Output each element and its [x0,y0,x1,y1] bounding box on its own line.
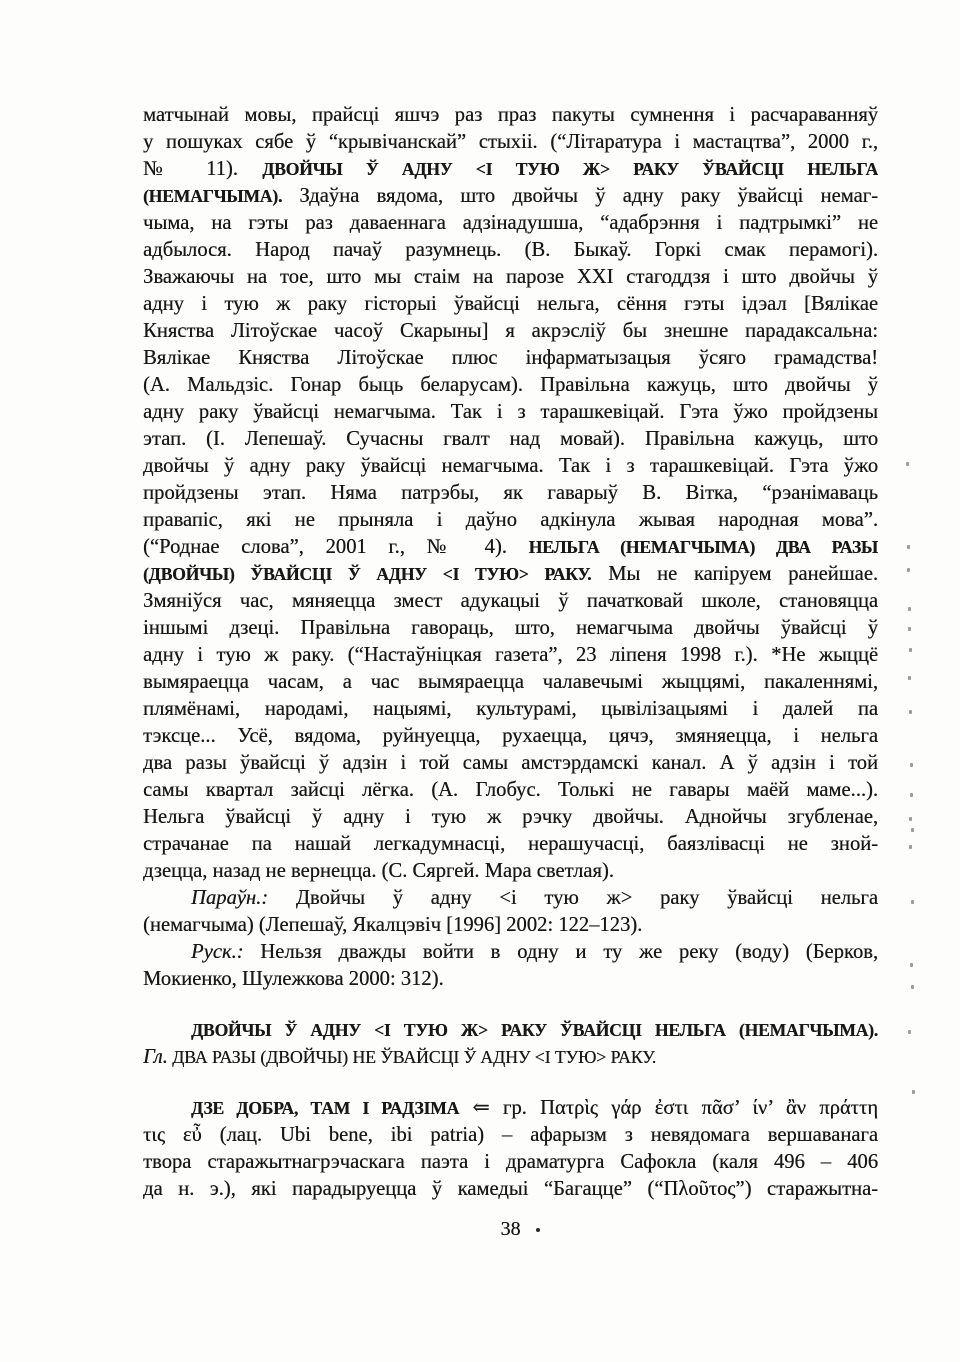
text-run: плямёнамі, народамі, нацыямі, культурамі, цывілізацыямі і далей па [143,698,878,720]
text-run: дзецца, назад не вернецца. (С. Сяргей. Мара светлая). [143,860,614,882]
text-run: Княства Літоўскае часоў Скарыны] я акрэсліў бы знешне парадаксальна: [143,320,878,342]
text-line [143,129,878,156]
text-line [143,507,878,534]
dictionary-entry-text [143,102,878,1203]
text-line [143,561,878,588]
text-line [143,291,878,318]
scan-speck [911,828,914,832]
scan-speck [910,763,913,767]
text-line [143,183,878,210]
text-run: ДВОЙЧЫ Ў АДНУ <І ТУЮ Ж> РАКУ ЎВАЙСЦІ НЕЛЬГА (НЕМАГЧЫМА). [191,1020,878,1040]
text-run: самы квартал зайсці лёгка. (А. Глобус. Толькі не гавары маёй маме...). [143,779,878,801]
page-number: 38 [500,1218,521,1240]
text-line [143,264,878,291]
text-run: Зважаючы на тое, што мы стаім на парозе XXI стагоддзя і што двойчы ў [143,266,878,288]
text-run: НЕЛЬГА (НЕМАГЧЫМА) ДВА РАЗЫ [528,537,878,557]
scan-speck [911,985,914,989]
text-run: да н. э.), які парадыруецца ў камедыі “Багацце” (“Πλοῦτος”) старажытна- [143,1178,878,1200]
text-line [143,318,878,345]
scan-speck [910,793,913,797]
text-run: Руск.: [191,941,244,963]
text-line [143,426,878,453]
page-number-dot [536,1228,540,1232]
scan-speck [907,545,910,549]
text-line [143,966,878,993]
scan-speck [912,1090,915,1094]
text-run: Двойчы ў адну <і тую ж> раку ўвайсці нельга [268,887,878,909]
text-run: адну раку ўвайсці немагчыма. Так і з тарашкевіцай. Гэта ўжо пройдзены [143,401,878,423]
text-line [143,237,878,264]
text-line [143,345,878,372]
text-run: адну і тую ж раку гісторыі ўвайсці нельга, сёння гэты ідэал [Вялікае [143,293,878,315]
text-run: тэксце... Усё, вядома, руйнуецца, рухаецца, цячэ, змяняецца, і нельга [143,725,878,747]
text-line [143,831,878,858]
scan-speck [909,845,912,849]
text-run: твора старажытнагрэчаскага паэта і драматурга Сафокла (каля 496 – 406 [143,1151,878,1173]
text-line [143,1122,878,1149]
text-run: Мы не капіруем ранейшае. [591,563,878,585]
text-run: чыма, на гэты раз даваеннага адзінадушша, “адабрэння і падтрымкі” не [143,212,878,234]
text-line [143,1017,878,1044]
text-line [143,750,878,777]
text-line [143,804,878,831]
text-line [143,1176,878,1203]
text-line [143,399,878,426]
text-line [143,939,878,966]
scan-speck [908,627,911,631]
text-run: двойчы ў адну раку ўвайсці немагчыма. Так і з тарашкевіцай. Гэта ўжо [143,455,878,477]
text-run: у пошуках сябе ў “крывічанскай” стыхіі. (“Літаратура і мастацтва”, 2000 г., [143,131,878,153]
text-run: ДЗЕ ДОБРА, ТАМ І РАДЗІМА [191,1098,460,1118]
text-line [143,453,878,480]
scan-speck [909,648,912,652]
text-run: іншымі дзеці. Правільна гавораць, што, немагчыма двойчы ўвайсці ў [143,617,878,639]
text-run: Мокиенко, Шулежкова 2000: 312). [143,968,444,990]
text-line [143,615,878,642]
scan-speck [909,817,912,821]
text-line [143,372,878,399]
text-run: правапіс, які не прыняла і даўно адкінула жывая народная мова”. [143,509,878,531]
text-line [143,642,878,669]
text-run: ⇐ гр. Πατρὶς γάρ ἐστι πᾶσ’ ίν’ ἂν πράττη [459,1097,878,1119]
text-run: Нельзя дважды войти в одну и ту же реку (воду) (Берков, [243,941,878,963]
scan-speck [909,710,912,714]
text-run: Гл. [143,1046,168,1068]
text-run: (немагчыма) (Лепешаў, Якалцэвіч [1996] 2002: 122–123). [143,914,643,936]
scan-speck [911,900,914,904]
text-line [143,696,878,723]
text-run: ДВОЙЧЫ Ў АДНУ <І ТУЮ Ж> РАКУ ЎВАЙСЦІ НЕЛЬГА [262,159,878,179]
text-line [143,723,878,750]
scan-speck [910,963,913,967]
text-run: (“Роднае слова”, 2001 г., № 4). [143,536,529,558]
text-run: Параўн.: [191,887,269,909]
scan-speck [906,462,909,466]
text-run: (ДВОЙЧЫ) ЎВАЙСЦІ Ў АДНУ <І ТУЮ> РАКУ. [143,564,592,584]
text-run: два разы ўвайсці ў адзін і той самы амстэрдамскі канал. А ў адзін і той [143,752,878,774]
text-line [143,210,878,237]
text-line [143,588,878,615]
scan-speck [908,1030,911,1034]
text-line [143,777,878,804]
text-run: Вялікае Княства Літоўскае плюс інфарматызацыя ўсяго грамадства! [143,347,878,369]
text-line [143,1044,878,1071]
scan-speck [908,676,911,680]
scan-speck [907,568,910,572]
text-run: вымяраецца часам, а час вымяраецца чалавечымі жыццямі, пакаленнямі, [143,671,878,693]
text-run: матчынай мовы, прайсці яшчэ раз праз пакуты сумнення і расчараванняў [143,104,878,126]
text-run: Нельга ўвайсці ў адну і тую ж рэчку двойчы. Аднойчы згубленае, [143,806,878,828]
text-line [143,1149,878,1176]
text-line [143,156,878,183]
text-run: τις εὖ (лац. Ubi bene, ibi patria) – афарызм з невядомага вершаванага [143,1124,878,1146]
text-run: страчанае па нашай легкадумнасці, нерашучасці, баязлівасці не зной- [143,833,878,855]
text-run: Здаўна вядома, што двойчы ў адну раку ўвайсці немаг- [282,185,878,207]
text-line [143,885,878,912]
text-run: ДВА РАЗЫ (ДВОЙЧЫ) НЕ ЎВАЙСЦІ Ў АДНУ <І ТУЮ> РАКУ. [167,1047,657,1067]
text-line [143,669,878,696]
text-run: (А. Мальдзіс. Гонар быць беларусам). Правільна кажуць, што двойчы ў [143,374,878,396]
text-line [143,1095,878,1122]
text-line [143,480,878,507]
text-line [143,102,878,129]
text-line [143,912,878,939]
text-line [143,858,878,885]
text-run: адбылося. Народ пачаў разумнець. (В. Быкаў. Горкі смак перамогі). [143,239,878,261]
text-run: (НЕМАГЧЫМА). [143,186,283,206]
text-run: № 11). [143,158,263,180]
text-line [143,534,878,561]
text-run: адну і тую ж раку. (“Настаўніцкая газета”, 23 ліпеня 1998 г.). *Не жыццё [143,644,878,666]
text-run: этап. (І. Лепешаў. Сучасны гвалт над мовай). Правільна кажуць, што [143,428,878,450]
text-run: Змяніўся час, мяняецца змест адукацыі ў пачатковай школе, становяцца [143,590,878,612]
text-run: пройдзены этап. Няма патрэбы, як гаварыў В. Вітка, “рэанімаваць [143,482,878,504]
scan-speck [908,607,911,611]
